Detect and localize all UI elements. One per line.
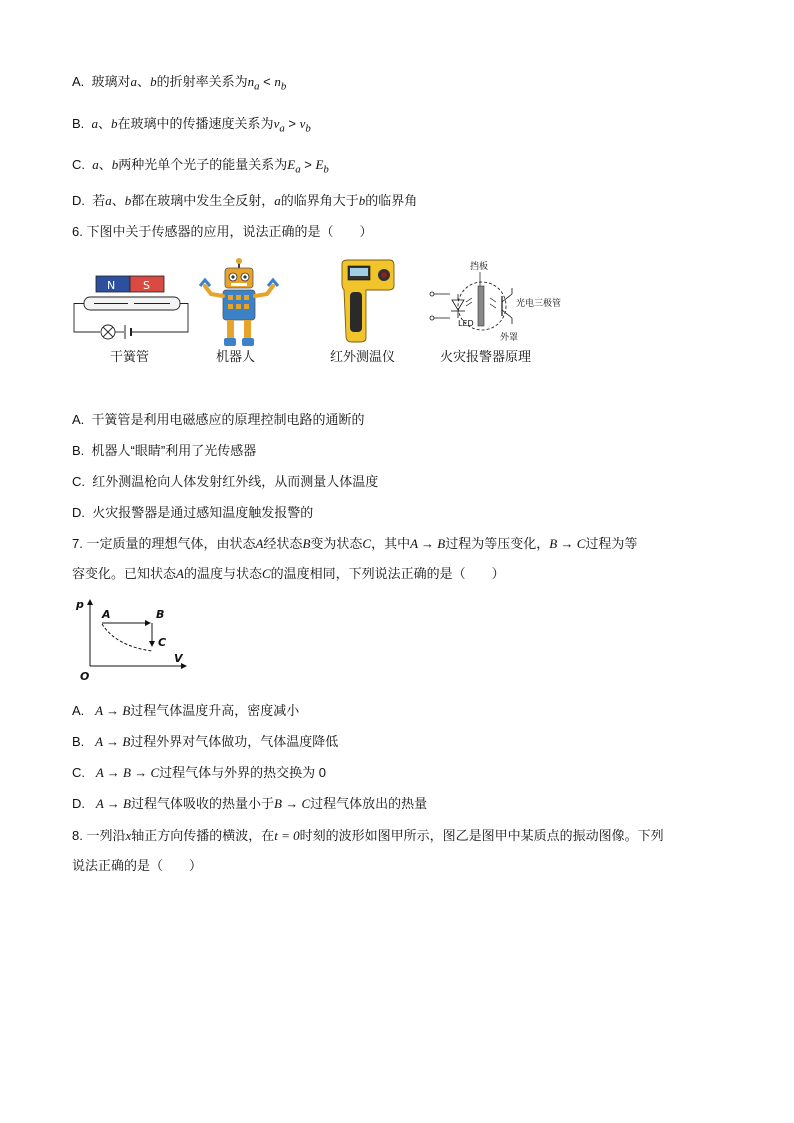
- q7-stem-line1: 7. 一定质量的理想气体，由状态A经状态B变为状态C，其中A → B过程为等压变化，B → C过程为等: [72, 536, 638, 551]
- q5-option-a: A. 玻璃对a、b的折射率关系为$n_a < n_b$: [72, 74, 287, 93]
- label-led: LED: [458, 319, 474, 328]
- label-phototransistor: 光电三极管: [516, 299, 562, 309]
- fire-alarm-figure: [428, 258, 598, 342]
- label-baffle: 挡板: [470, 262, 489, 272]
- q5-option-d: D. 若a、b都在玻璃中发生全反射，a的临界角大于b的临界角: [72, 193, 418, 208]
- label-cover: 外罩: [500, 333, 519, 342]
- p-axis-label: p: [76, 598, 84, 611]
- q5-option-c: C. a、b两种光单个光子的能量关系为$E_a > E_b$: [72, 157, 329, 176]
- caption-reed-switch: 干簧管: [110, 350, 150, 365]
- q6-option-c: C. 红外测温枪向人体发射红外线，从而测量人体温度: [72, 474, 379, 489]
- q6-option-d: D. 火灾报警器是通过感知温度触发报警的: [72, 505, 314, 520]
- q5-option-b: B. a、b在玻璃中的传播速度关系为$v_a > v_b$: [72, 116, 311, 135]
- caption-robot: 机器人: [216, 350, 256, 365]
- alarm-baffle-plate: [478, 286, 484, 326]
- pv-graph-figure: [74, 596, 194, 684]
- q8-stem-line1: 8. 一列沿x轴正方向传播的横波，在t = 0时刻的波形如图甲所示，图乙是图甲中某质点的振动图像。下列: [72, 828, 664, 843]
- caption-fire-alarm: 火灾报警器原理: [440, 350, 532, 365]
- q7-option-a: A. A → B过程气体温度升高，密度减小: [72, 703, 300, 718]
- state-c-label: C: [158, 636, 167, 649]
- isotherm-curve: [102, 624, 152, 651]
- q7-option-c: C. A → B → C过程气体与外界的热交换为 0: [72, 765, 327, 780]
- origin-label: O: [80, 670, 90, 683]
- magnet-n-label: N: [107, 279, 116, 292]
- q7-option-b: B. A → B过程外界对气体做功，气体温度降低: [72, 734, 339, 749]
- state-b-label: B: [156, 608, 165, 621]
- q6-stem: 6. 下图中关于传感器的应用，说法正确的是（ ）: [72, 224, 373, 239]
- q7-option-d: D. A → B过程气体吸收的热量小于B → C过程气体放出的热量: [72, 796, 428, 811]
- caption-infrared-thermometer: 红外测温仪: [330, 350, 396, 365]
- q6-option-a: A. 干簧管是利用电磁感应的原理控制电路的通断的: [72, 412, 365, 427]
- v-axis-label: V: [174, 652, 183, 665]
- robot-figure: [197, 258, 281, 350]
- reed-switch-figure: [70, 272, 192, 348]
- magnet-s-label: S: [143, 279, 150, 292]
- q7-stem-line2: 容变化。已知状态A的温度与状态C的温度相同，下列说法正确的是（ ）: [72, 566, 505, 581]
- q8-stem-line2: 说法正确的是（ ）: [72, 858, 203, 873]
- state-a-label: A: [102, 608, 111, 621]
- q6-option-b: B. 机器人“眼睛”利用了光传感器: [72, 443, 257, 458]
- infrared-thermometer-figure: [336, 258, 398, 344]
